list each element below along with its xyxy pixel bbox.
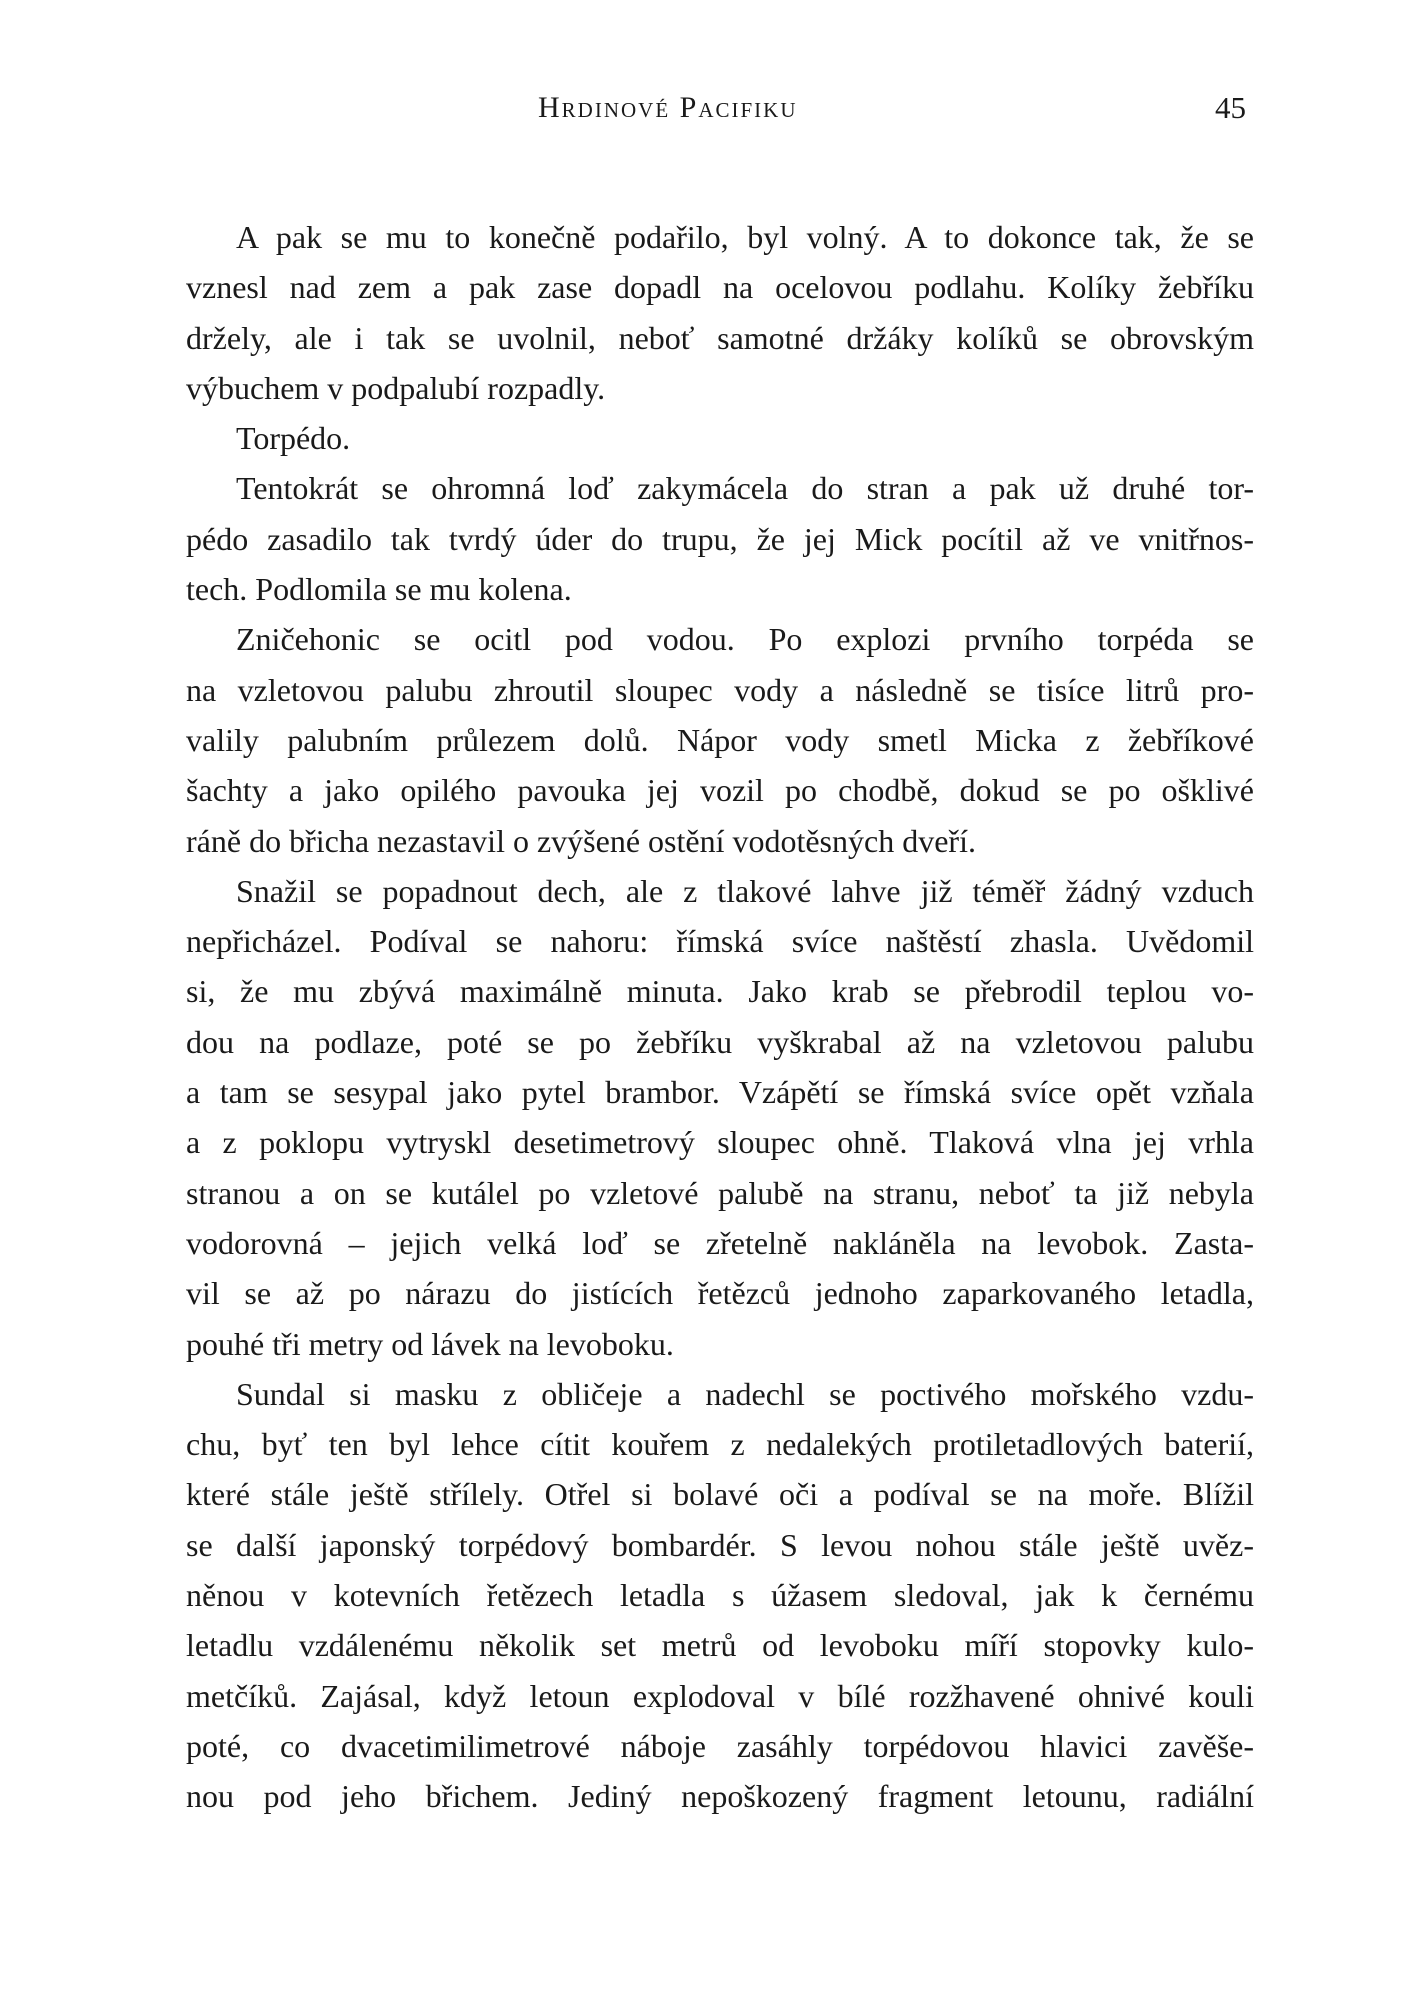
running-head (0, 84, 1414, 132)
text-line: vil se až po nárazu do jistících řetězců jednoho zaparkovaného letadla, (186, 1275, 1254, 1312)
text-line: stranou a on se kutálel po vzletové palubě na stranu, neboť ta již nebyla (186, 1174, 1254, 1211)
text-line: výbuchem v podpalubí rozpadly. (186, 369, 606, 406)
text-line: pouhé tři metry od lávek na levoboku. (186, 1325, 674, 1362)
text-line: Sundal si masku z obličeje a nadechl se poctivého mořského vzdu- (236, 1375, 1255, 1412)
page-number: 45 (1215, 90, 1246, 125)
text-line: šachty a jako opilého pavouka jej vozil po chodbě, dokud se po ošklivé (186, 772, 1254, 809)
text-line: nepřicházel. Podíval se nahoru: římská svíce naštěstí zhasla. Uvědomil (186, 923, 1254, 960)
text-line: dou na podlaze, poté se po žebříku vyškrabal až na vzletovou palubu (186, 1023, 1255, 1060)
text-line: Zničehonic se ocitl pod vodou. Po explozi prvního torpéda se (236, 621, 1254, 658)
text-line: letadlu vzdálenému několik set metrů od levoboku míří stopovky kulo- (186, 1627, 1254, 1664)
text-line: tech. Podlomila se mu kolena. (186, 571, 572, 608)
text-line: metčíků. Zajásal, když letoun explodoval v bílé rozžhavené ohnivé kouli (186, 1677, 1255, 1714)
text-line: pédo zasadilo tak tvrdý úder do trupu, že jej Mick pocítil až ve vnitřnos- (186, 520, 1255, 557)
text-line: které stále ještě střílely. Otřel si bolavé oči a podíval se na moře. Blížil (186, 1476, 1255, 1513)
text-line: chu, byť ten byl lehce cítit kouřem z nedalekých protiletadlových baterií, (186, 1426, 1255, 1463)
text-line: nou pod jeho břichem. Jediný nepoškozený fragment letounu, radiální (186, 1778, 1254, 1815)
text-line: vznesl nad zem a pak zase dopadl na ocelovou podlahu. Kolíky žebříku (186, 269, 1254, 306)
text-line: něnou v kotevních řetězech letadla s úžasem sledoval, jak k černému (186, 1577, 1255, 1614)
text-line: valily palubním průlezem dolů. Nápor vody smetl Micka z žebříkové (186, 721, 1255, 758)
text-line: Snažil se popadnout dech, ale z tlakové lahve již téměř žádný vzduch (236, 872, 1254, 909)
text-line: ráně do břicha nezastavil o zvýšené ostění vodotěsných dveří. (186, 822, 976, 859)
text-line: A pak se mu to konečně podařilo, byl volný. A to dokonce tak, že se (236, 219, 1254, 255)
text-line: Torpédo. (236, 420, 351, 457)
text-line: a z poklopu vytryskl desetimetrový sloupec ohně. Tlaková vlna jej vrhla (186, 1124, 1254, 1161)
text-line: a tam se sesypal jako pytel brambor. Vzápětí se římská svíce opět vzňala (186, 1074, 1254, 1111)
text-line: se další japonský torpédový bombardér. S levou nohou stále ještě uvěz- (186, 1526, 1254, 1563)
text-line: Tentokrát se ohromná loď zakymácela do stran a pak už druhé tor- (236, 470, 1255, 507)
text-line: na vzletovou palubu zhroutil sloupec vody a následně se tisíce litrů pro- (186, 671, 1254, 708)
text-line: si, že mu zbývá maximálně minuta. Jako krab se přebrodil teplou vo- (186, 973, 1255, 1010)
text-line: držely, ale i tak se uvolnil, neboť samotné držáky kolíků se obrovským (186, 319, 1255, 356)
body-text (186, 212, 1254, 1822)
running-title: Hrdinové Pacifiku (538, 91, 798, 124)
text-line: vodorovná – jejich velká loď se zřetelně nakláněla na levobok. Zasta- (186, 1224, 1255, 1261)
text-line: poté, co dvacetimilimetrové náboje zasáhly torpédovou hlavici zavěše- (186, 1727, 1255, 1764)
